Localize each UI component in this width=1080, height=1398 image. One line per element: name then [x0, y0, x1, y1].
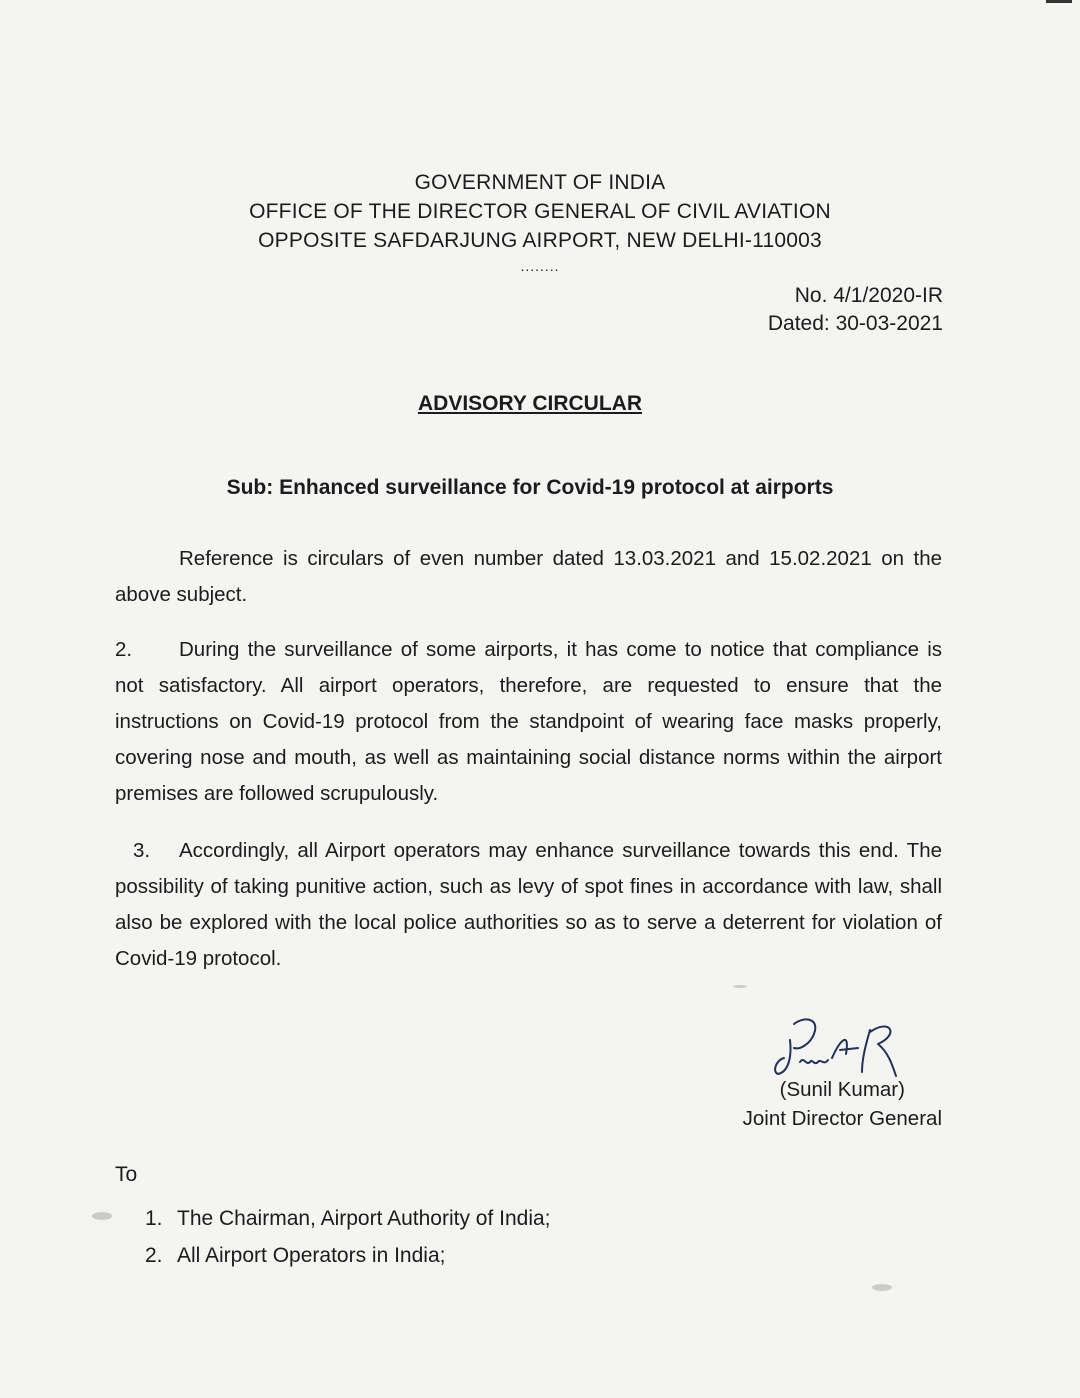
- paragraph-1: [115, 541, 942, 613]
- paragraph-2-text: During the surveillance of some airports, it has come to notice that compliance is not satisfactory. All airport operators, therefore, are requested to ensure that the instructions on Covid-19 protocol from the standpoint of wearing face masks properly, covering nose and mouth, as well as maintaining social distance norms within the airport premises are followed scrupulously.: [115, 638, 942, 805]
- paragraph-3: [115, 833, 942, 977]
- recipient-number: 2.: [145, 1244, 163, 1267]
- reference-block: [768, 282, 943, 338]
- letterhead-line-3: OPPOSITE SAFDARJUNG AIRPORT, NEW DELHI-110003: [258, 229, 822, 252]
- scan-smudge: [872, 1284, 892, 1291]
- recipient-number: 1.: [145, 1207, 163, 1230]
- scan-smudge: [92, 1212, 112, 1220]
- document-title: ADVISORY CIRCULAR: [417, 392, 643, 415]
- corner-mark: [1046, 0, 1072, 3]
- paragraph-2-number: 2.: [115, 638, 133, 661]
- signatory-designation: Joint Director General: [742, 1107, 942, 1130]
- document-subject: Sub: Enhanced surveillance for Covid-19 protocol at airports: [226, 476, 834, 499]
- to-label: To: [115, 1163, 138, 1186]
- reference-number: No. 4/1/2020-IR: [794, 284, 943, 307]
- list-item: [145, 1237, 551, 1274]
- recipient-text: All Airport Operators in India;: [177, 1244, 446, 1267]
- recipient-text: The Chairman, Airport Authority of India;: [177, 1207, 551, 1230]
- signatory-block: [743, 1075, 942, 1133]
- letterhead-line-1: GOVERNMENT OF INDIA: [414, 171, 666, 194]
- signatory-name: (Sunil Kumar): [779, 1078, 905, 1101]
- scan-smudge: [733, 985, 747, 988]
- letterhead-line-2: OFFICE OF THE DIRECTOR GENERAL OF CIVIL AVIATION: [249, 200, 831, 223]
- letterhead-dots: ........: [520, 258, 560, 274]
- list-item: [145, 1200, 551, 1237]
- paragraph-3-text: Accordingly, all Airport operators may enhance surveillance towards this end. The possibility of taking punitive action, such as levy of spot fines in accordance with law, shall also be explored with the local police authorities so as to serve a deterrent for violation of Covid-19 protocol.: [115, 839, 942, 970]
- paragraph-2: [115, 632, 942, 812]
- recipient-list: [145, 1200, 551, 1274]
- paragraph-3-number: 3.: [133, 839, 151, 862]
- reference-date: Dated: 30-03-2021: [767, 312, 943, 335]
- letterhead: [0, 168, 1080, 277]
- paragraph-1-text: Reference is circulars of even number dated 13.03.2021 and 15.02.2021 on the above subject.: [115, 547, 942, 606]
